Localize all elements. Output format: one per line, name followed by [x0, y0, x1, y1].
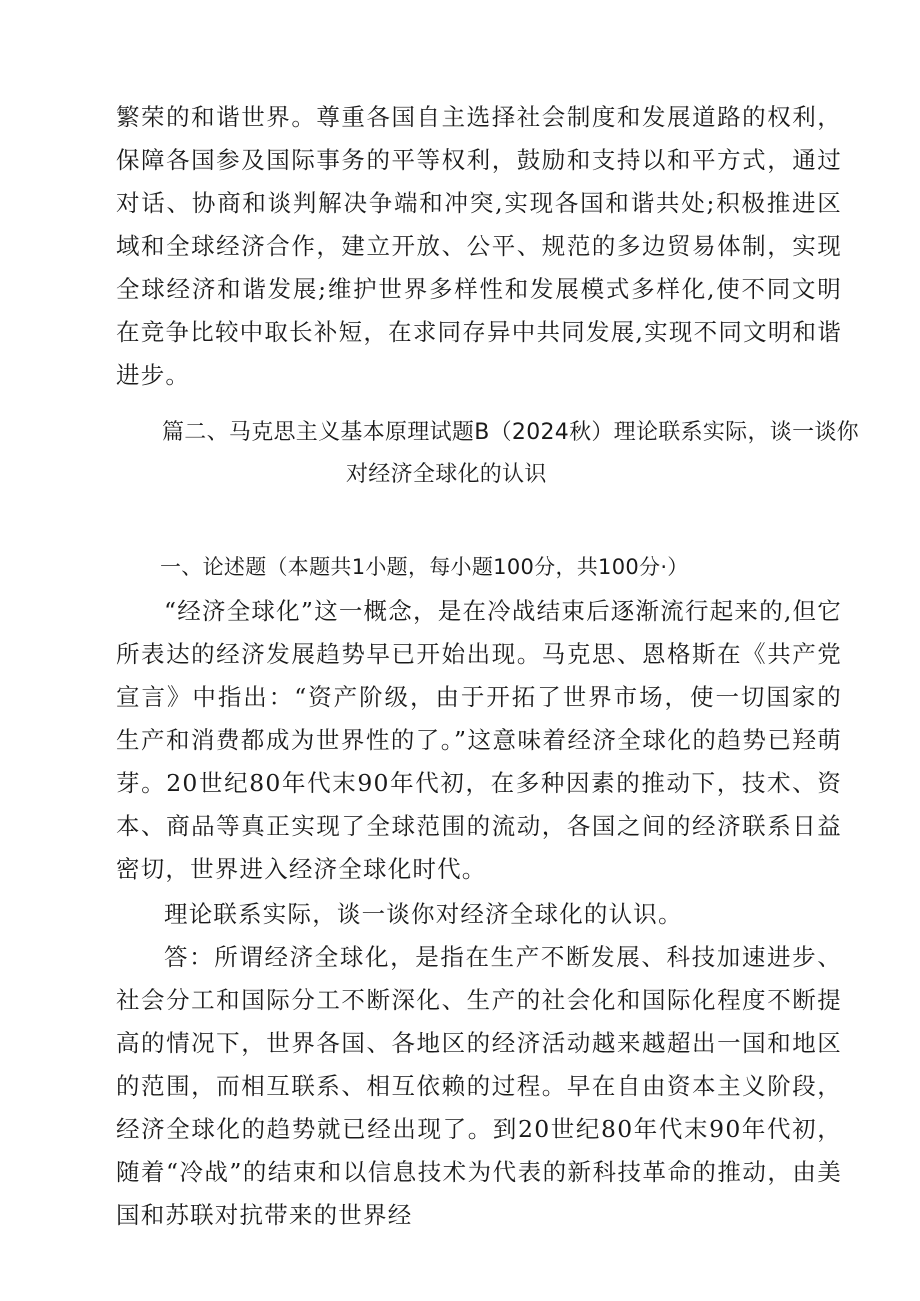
section-heading: 一、论述题（本题共1小题，每小题100分，共100分·）	[160, 555, 689, 579]
intro-paragraph: 繁荣的和谐世界。尊重各国自主选择社会制度和发展道路的权利，保障各国参及国际事务的平等权利，鼓励和支持以和平方式，通过对话、协商和谈判解决争端和冲突,实现各国和谐共处;积极推进区域和全球经济合作，建立开放、公平、规范的多边贸易体制，实现全球经济和谐发展;维护世界多样性和发展模式多样化,使不同文明在竞争比较中取长补短，在求同存异中共同发展,实现不同文明和谐进步。	[116, 103, 842, 389]
article-title-line-1: 篇二、马克思主义基本原理试题B（2024秋）理论联系实际，谈一谈你	[162, 420, 859, 445]
question-paragraph: “经济全球化”这一概念，是在冷战结束后逐渐流行起来的,但它所表达的经济发展趋势早已开始出现。马克思、恩格斯在《共产党宣言》中指出：“资产阶级，由于开拓了世界市场，使一切国家的生产和消费都成为世界性的了。”这意味着经济全球化的趋势已羟萌芽。20世纪80年代末90年代初，在多种因素的推动下，技术、资本、商品等真正实现了全球范围的流动，各国之间的经济联系日益密切，世界进入经济全球化时代。	[116, 597, 842, 883]
question-prompt: 理论联系实际，谈一谈你对经济全球化的认识。	[164, 900, 683, 928]
answer-paragraph: 答：所谓经济全球化，是指在生产不断发展、科技加速进步、社会分工和国际分工不断深化、生产的社会化和国际化程度不断提高的情况下，世界各国、各地区的经济活动越来越超出一国和地区的范围，而相互联系、相互依赖的过程。早在自由资本主义阶段，经济全球化的趋势就已经出现了。到20世纪80年代末90年代初，随着“冷战”的结束和以信息技术为代表的新科技革命的推动，由美国和苏联对抗带来的世界经	[116, 943, 842, 1229]
article-title-line-2: 对经济全球化的认识	[346, 462, 547, 487]
